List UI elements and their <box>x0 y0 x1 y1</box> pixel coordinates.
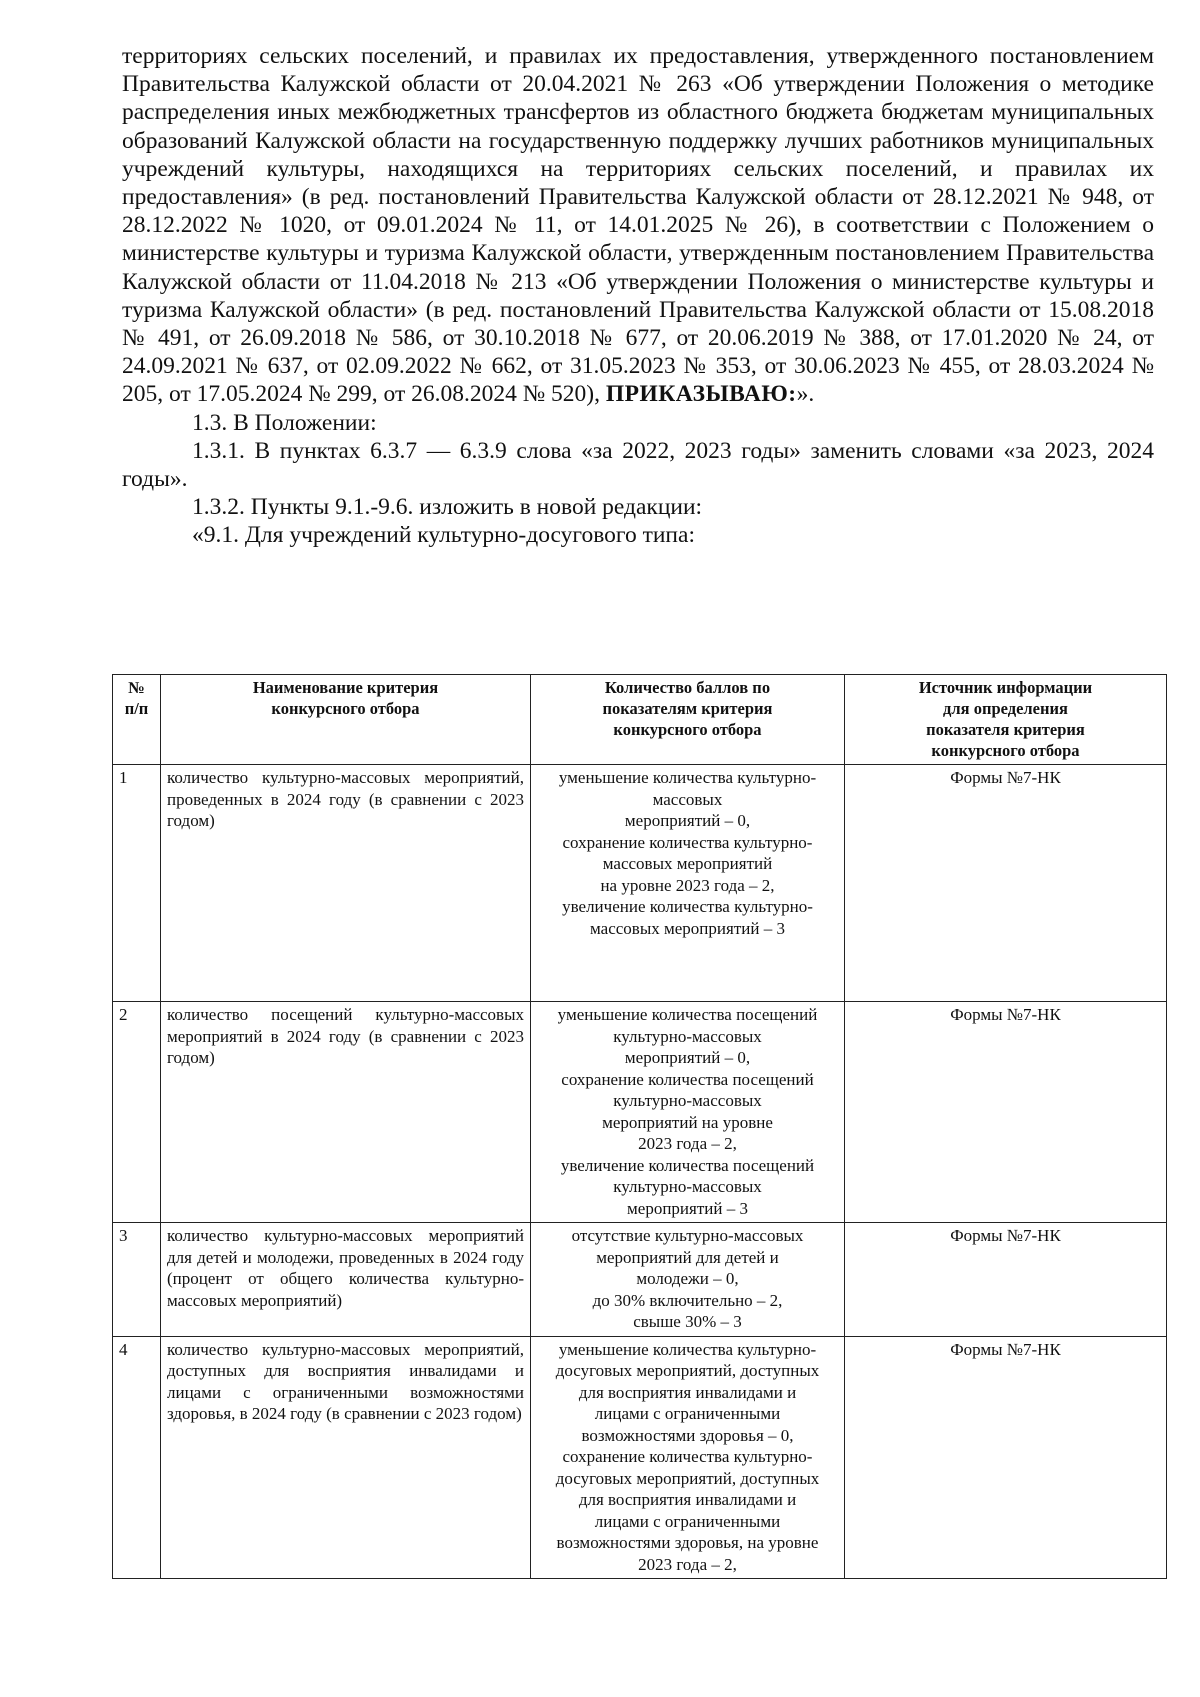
score-line: сохранение количества культурно- <box>562 1447 813 1466</box>
score-line: культурно-массовых <box>613 1091 762 1110</box>
header-name <box>161 675 531 765</box>
row-num: 4 <box>113 1336 161 1579</box>
score-line: возможностями здоровья – 0, <box>581 1425 794 1445</box>
row-criterion: количество посещений культурно-массовых мероприятий в 2024 году (в сравнении с 2023 годом) <box>161 1002 531 1223</box>
score-line: лицами с ограниченными <box>594 1404 781 1423</box>
row-score <box>531 1336 845 1579</box>
header-score-line: показателям критерия <box>602 699 773 718</box>
row-source: Формы №7-НК <box>845 765 1167 1002</box>
score-line: досуговых мероприятий, доступных <box>555 1361 820 1380</box>
table-row <box>113 1002 1167 1223</box>
row-score <box>531 1223 845 1337</box>
score-line: сохранение количества культурно- <box>562 832 813 852</box>
score-line: мероприятий для детей и <box>596 1247 779 1267</box>
score-line: мероприятий – 0, <box>624 1048 751 1067</box>
header-score-line: конкурсного отбора <box>613 720 762 739</box>
score-line: мероприятий – 0, <box>624 811 751 830</box>
header-name-line: Наименование критерия <box>252 678 439 697</box>
header-name-line: конкурсного отбора <box>271 699 420 718</box>
order-tail: ». <box>796 381 815 408</box>
row-criterion: количество культурно-массовых мероприятий, доступных для восприятия инвалидами и лицами с ограниченными возможностями здоровья, в 2024 году (в сравнении с 2023 годом) <box>161 1336 531 1579</box>
table-row <box>113 1336 1167 1579</box>
row-num: 3 <box>113 1223 161 1337</box>
score-line: мероприятий – 3 <box>627 1198 748 1218</box>
row-score <box>531 765 845 1002</box>
score-line: до 30% включительно – 2, <box>592 1290 783 1310</box>
header-source-line: Источник информации <box>918 678 1093 697</box>
criteria-table <box>112 674 1167 1579</box>
item-1-3-2: 1.3.2. Пункты 9.1.-9.6. изложить в новой редакции: <box>192 494 703 521</box>
row-num: 1 <box>113 765 161 1002</box>
score-line: для восприятия инвалидами и <box>578 1382 797 1402</box>
header-num <box>113 675 161 765</box>
score-line: для восприятия инвалидами и <box>578 1490 797 1509</box>
header-num-line: п/п <box>124 699 149 718</box>
score-line: массовых мероприятий <box>602 854 773 873</box>
score-line: культурно-массовых <box>613 1026 762 1046</box>
score-line: уменьшение количества культурно- <box>558 768 817 787</box>
row-source: Формы №7-НК <box>845 1223 1167 1337</box>
header-source-line: показателя критерия <box>926 720 1085 739</box>
score-line: культурно-массовых <box>613 1177 762 1196</box>
item-9-1: «9.1. Для учреждений культурно-досугового типа: <box>192 522 695 549</box>
table-header-row <box>113 675 1167 765</box>
score-line: 2023 года – 2, <box>638 1134 737 1153</box>
table-row <box>113 765 1167 1002</box>
preamble <box>122 42 1154 550</box>
score-line: уменьшение количества культурно- <box>558 1339 817 1359</box>
header-score <box>531 675 845 765</box>
score-line: отсутствие культурно-массовых <box>571 1226 804 1245</box>
row-source: Формы №7-НК <box>845 1002 1167 1223</box>
score-line: сохранение количества посещений <box>561 1069 814 1089</box>
score-line: массовых мероприятий – 3 <box>590 918 785 938</box>
score-line: мероприятий на уровне <box>602 1112 773 1132</box>
row-criterion: количество культурно-массовых мероприятий, проведенных в 2024 году (в сравнении с 2023 годом) <box>161 765 531 1002</box>
score-line: увеличение количества культурно- <box>562 897 813 916</box>
document-body <box>122 42 1154 550</box>
row-source: Формы №7-НК <box>845 1336 1167 1579</box>
score-line: массовых <box>652 789 723 809</box>
header-source <box>845 675 1167 765</box>
score-line: молодежи – 0, <box>636 1269 739 1288</box>
row-score <box>531 1002 845 1223</box>
header-score-line: Количество баллов по <box>604 678 771 697</box>
score-line: свыше 30% – 3 <box>633 1312 742 1331</box>
header-num-line: № <box>128 678 145 697</box>
score-line: возможностями здоровья, на уровне <box>556 1533 819 1552</box>
intro-text: территориях сельских поселений, и правилах их предоставления, утвержденного постановлением Правительства Калужской области от 20.04.2021 № 263 «Об утверждении Положения о методике распределения иных межбюджетных трансфертов из областного бюджета бюджетам муниципальных образований Калужской области на государственную поддержку лучших работников муниципальных учреждений культуры, находящихся на территориях сельских поселений, и правилах их предоставления» (в ред. постановлений Правительства Калужской области от 28.12.2021 № 948, от 28.12.2022 № 1020, от 09.01.2024 № 11, от 14.01.2025 № 26), в соответствии с Положением о министерстве культуры и туризма Калужской области, утвержденным постановлением Правительства Калужской области от 11.04.2018 № 213 «Об утверждении Положения о министерстве культуры и туризма Калужской области» (в ред. постановлений Правительства Калужской области от 15.08.2018 № 491, от 26.09.2018 № 586, от 30.10.2018 № 677, от 20.06.2019 № 388, от 17.01.2020 № 24, от 24.09.2021 № 637, от 02.09.2022 № 662, от 31.05.2023 № 353, от 30.06.2023 № 455, от 28.03.2024 № 205, от 17.05.2024 № 299, от 26.08.2024 № 520), <box>122 43 1154 408</box>
header-source-line: конкурсного отбора <box>931 741 1080 760</box>
score-line: лицами с ограниченными <box>594 1511 781 1531</box>
table-row <box>113 1223 1167 1337</box>
row-criterion: количество культурно-массовых мероприятий для детей и молодежи, проведенных в 2024 году (процент от общего количества культурно-массовых мероприятий) <box>161 1223 531 1337</box>
header-source-line: для определения <box>943 699 1068 718</box>
intro-paragraph <box>122 42 1154 409</box>
score-line: уменьшение количества посещений <box>557 1005 818 1024</box>
score-line: досуговых мероприятий, доступных <box>555 1468 820 1488</box>
score-line: 2023 года – 2, <box>638 1554 737 1574</box>
score-line: на уровне 2023 года – 2, <box>600 875 775 895</box>
item-1-3-1: 1.3.1. В пунктах 6.3.7 — 6.3.9 слова «за 2022, 2023 годы» заменить словами «за 2023, 2024 годы». <box>122 437 1154 493</box>
item-1-3: 1.3. В Положении: <box>192 409 377 436</box>
score-line: увеличение количества посещений <box>560 1155 815 1175</box>
row-num: 2 <box>113 1002 161 1223</box>
order-word: ПРИКАЗЫВАЮ: <box>605 381 797 408</box>
